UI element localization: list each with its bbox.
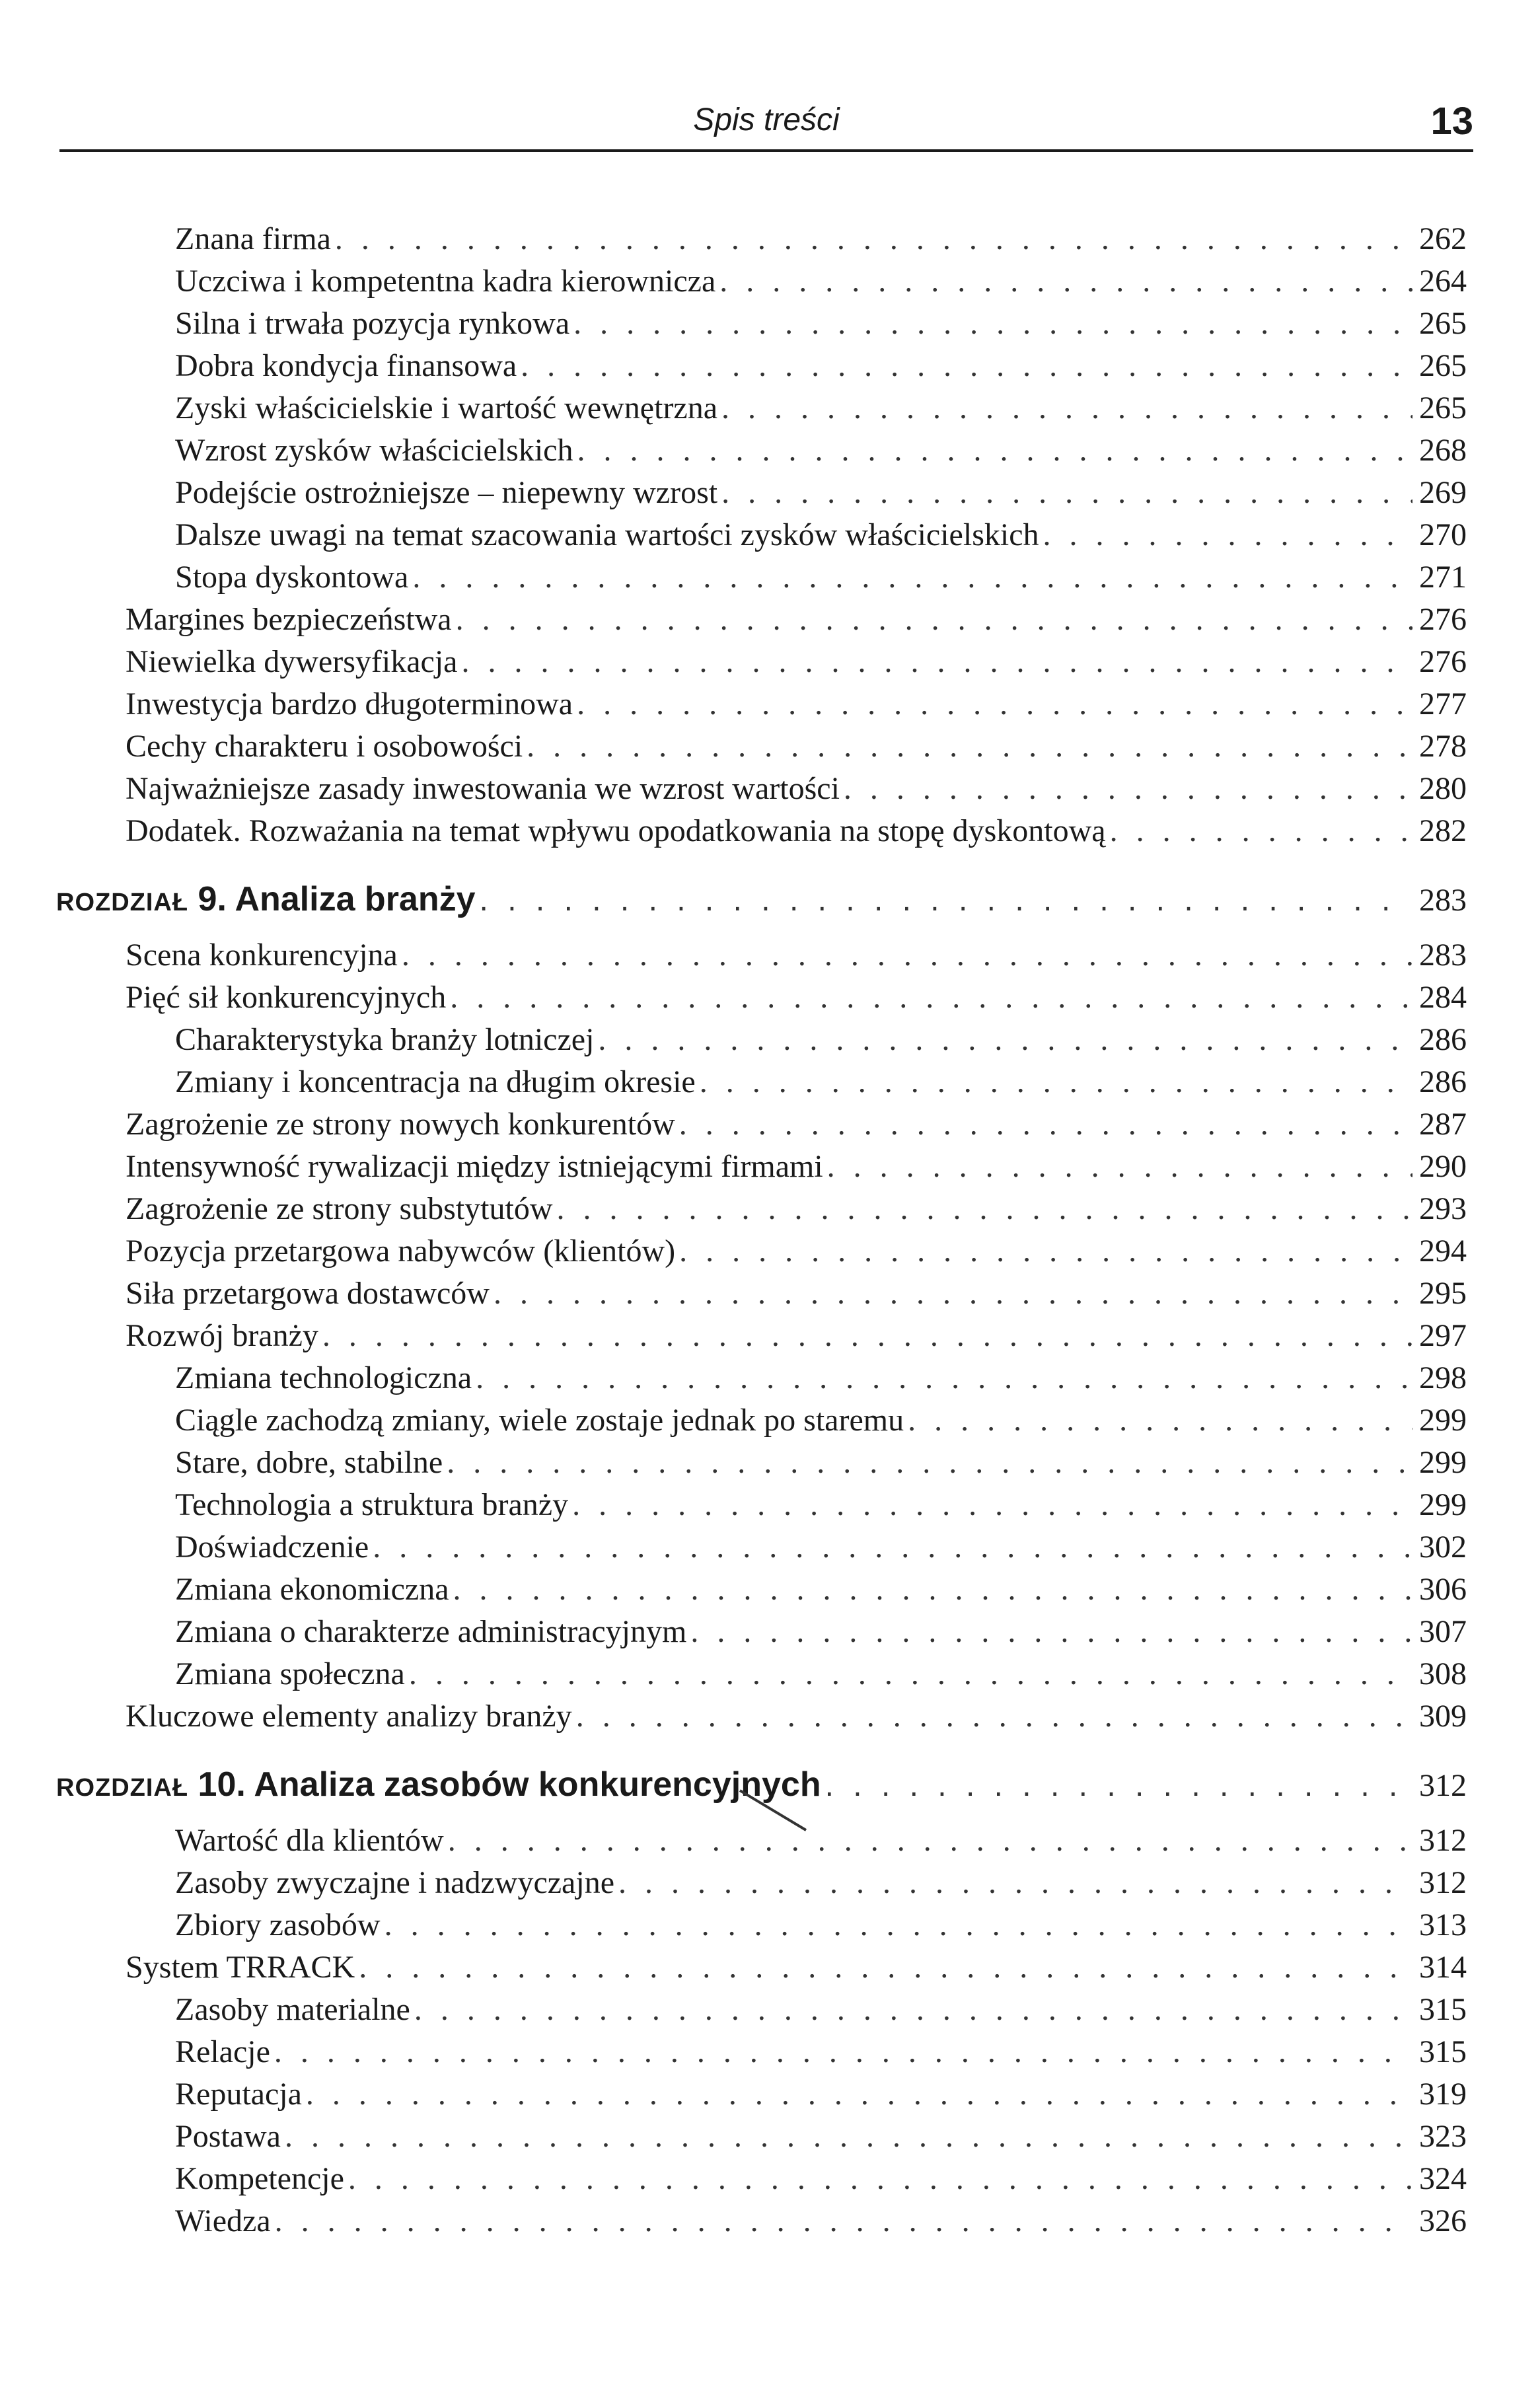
toc-entry-title: Technologia a struktura branży xyxy=(175,1487,569,1522)
toc-entry[interactable] xyxy=(175,429,1467,472)
dot-leader xyxy=(461,641,1412,683)
toc-entry-title: Intensywność rywalizacji między istniejącymi firmami xyxy=(126,1149,823,1184)
chapter-label: ROZDZIAŁ xyxy=(56,889,189,916)
dot-leader xyxy=(576,1695,1412,1738)
toc-entry-page: 307 xyxy=(1419,1614,1467,1649)
toc-entry-title: Kluczowe elementy analizy branży xyxy=(126,1699,572,1734)
toc-entry-page: 264 xyxy=(1419,264,1467,299)
toc-entry[interactable] xyxy=(126,1946,1467,1989)
toc-entry-page: 265 xyxy=(1419,390,1467,425)
toc-entry-title: Zasoby materialne xyxy=(175,1992,410,2027)
toc-entry[interactable] xyxy=(126,934,1467,977)
toc-entry-title: Zagrożenie ze strony nowych konkurentów xyxy=(126,1107,675,1142)
toc-entry-page: 276 xyxy=(1419,602,1467,637)
dot-leader xyxy=(825,1763,1412,1809)
toc-entry-page: 302 xyxy=(1419,1530,1467,1565)
dot-leader xyxy=(456,599,1412,641)
toc-entry-title: Wartość dla klientów xyxy=(175,1823,444,1858)
toc-entry-title: Relacje xyxy=(175,2034,270,2069)
toc-entry-page: 313 xyxy=(1419,1907,1467,1942)
toc-entry[interactable] xyxy=(175,1484,1467,1526)
toc-entry[interactable] xyxy=(126,1103,1467,1146)
dot-leader xyxy=(414,1989,1412,2031)
toc-entry-title: Wiedza xyxy=(175,2203,271,2238)
toc-entry[interactable] xyxy=(175,1442,1467,1484)
toc-entry-title: System TRRACK xyxy=(126,1950,355,1985)
dot-leader xyxy=(448,1820,1412,1862)
toc-entry-page: 309 xyxy=(1419,1699,1467,1734)
toc-entry-page: 286 xyxy=(1419,1064,1467,1099)
toc-entry-title: Stare, dobre, stabilne xyxy=(175,1445,443,1480)
toc-entry-page: 306 xyxy=(1419,1572,1467,1607)
toc-entry-page: 299 xyxy=(1419,1487,1467,1522)
dot-leader xyxy=(721,387,1412,429)
toc-entry[interactable] xyxy=(175,387,1467,429)
dot-leader xyxy=(447,1442,1412,1484)
dot-leader xyxy=(577,683,1412,725)
toc-entry[interactable] xyxy=(175,1820,1467,1862)
toc-entry[interactable] xyxy=(175,345,1467,387)
toc-entry[interactable] xyxy=(175,1862,1467,1904)
toc-entry[interactable] xyxy=(175,2200,1467,2242)
toc-entry[interactable] xyxy=(175,2116,1467,2158)
toc-entry[interactable] xyxy=(126,1273,1467,1315)
toc-entry-title: Niewielka dywersyfikacja xyxy=(126,644,458,679)
toc-entry-page: 298 xyxy=(1419,1360,1467,1395)
toc-entry-page: 312 xyxy=(1419,1823,1467,1858)
toc-entry-title: Pozycja przetargowa nabywców (klientów) xyxy=(126,1234,676,1269)
toc-entry-title: Zmiana technologiczna xyxy=(175,1360,472,1395)
toc-entry-page: 326 xyxy=(1419,2203,1467,2238)
chapter-title: Analiza zasobów konkurencyjnych xyxy=(254,1765,821,1804)
toc-entry-title: Pięć sił konkurencyjnych xyxy=(126,980,447,1015)
toc-entry-page: 286 xyxy=(1419,1022,1467,1057)
toc-entry-page: 294 xyxy=(1419,1234,1467,1269)
toc-entry[interactable] xyxy=(175,1526,1467,1569)
toc-entry[interactable] xyxy=(175,1989,1467,2031)
toc-entry-title: Uczciwa i kompetentna kadra kierownicza xyxy=(175,264,716,299)
dot-leader xyxy=(480,877,1412,924)
toc-entry-page: 293 xyxy=(1419,1191,1467,1226)
toc-entry[interactable] xyxy=(126,1230,1467,1273)
toc-entry-title: Ciągle zachodzą zmiany, wiele zostaje jednak po staremu xyxy=(175,1403,904,1438)
toc-entry[interactable] xyxy=(175,1399,1467,1442)
toc-entry-page: 282 xyxy=(1419,813,1467,848)
dot-leader xyxy=(359,1946,1412,1989)
toc-entry[interactable] xyxy=(126,1188,1467,1230)
toc-entry-title: Reputacja xyxy=(175,2077,302,2112)
toc-entry-title: Inwestycja bardzo długoterminowa xyxy=(126,686,573,721)
toc-entry-title: Wzrost zysków właścicielskich xyxy=(175,433,573,468)
toc-entry-title: Zmiana o charakterze administracyjnym xyxy=(175,1614,687,1649)
toc-entry-title: Dodatek. Rozważania na temat wpływu opodatkowania na stopę dyskontową xyxy=(126,813,1106,848)
dot-leader xyxy=(827,1146,1412,1188)
toc-entry-title: Zmiana społeczna xyxy=(175,1656,405,1691)
pen-mark-icon xyxy=(733,1784,813,1837)
toc-entry-title: Zagrożenie ze strony substytutów xyxy=(126,1191,553,1226)
toc-entry-page: 315 xyxy=(1419,2034,1467,2069)
toc-entry[interactable] xyxy=(175,260,1467,303)
dot-leader xyxy=(679,1103,1412,1146)
toc-entry-title: Scena konkurencyjna xyxy=(126,938,398,973)
toc-entry-title: Silna i trwała pozycja rynkowa xyxy=(175,306,570,341)
page-number: 13 xyxy=(1430,100,1473,143)
dot-leader xyxy=(275,2200,1412,2242)
toc-entry-page: 265 xyxy=(1419,348,1467,383)
toc-entry-page: 290 xyxy=(1419,1149,1467,1184)
toc-entry-title: Znana firma xyxy=(175,221,331,256)
chapter-number: 9. xyxy=(198,880,227,918)
toc-entry[interactable] xyxy=(175,514,1467,556)
toc-entry-page: 276 xyxy=(1419,644,1467,679)
dot-leader xyxy=(450,977,1412,1019)
toc-entry[interactable] xyxy=(175,1611,1467,1653)
toc-entry[interactable] xyxy=(126,1695,1467,1738)
toc-entry-page: 319 xyxy=(1419,2077,1467,2112)
dot-leader xyxy=(908,1399,1412,1442)
toc-entry-title: Stopa dyskontowa xyxy=(175,560,409,595)
toc-entry-title: Dalsze uwagi na temat szacowania wartości zysków właścicielskich xyxy=(175,517,1039,552)
toc-entry[interactable] xyxy=(126,768,1467,810)
toc-entry[interactable] xyxy=(126,683,1467,725)
toc-entry-page: 269 xyxy=(1419,475,1467,510)
dot-leader xyxy=(453,1569,1413,1611)
toc-entry[interactable] xyxy=(175,472,1467,514)
dot-leader xyxy=(335,218,1412,260)
toc-entry-title: Charakterystyka branży lotniczej xyxy=(175,1022,595,1057)
dot-leader xyxy=(679,1230,1412,1273)
toc-entry[interactable] xyxy=(175,218,1467,260)
toc-entry-page: 287 xyxy=(1419,1107,1467,1142)
chapter-label: ROZDZIAŁ xyxy=(56,1774,189,1802)
toc-entry-title: Doświadczenie xyxy=(175,1530,369,1565)
toc-entry-page: 278 xyxy=(1419,729,1467,764)
toc-entry-page: 277 xyxy=(1419,686,1467,721)
chapter-number: 10. xyxy=(198,1765,246,1804)
toc-entry-page: 270 xyxy=(1419,517,1467,552)
chapter-page: 283 xyxy=(1419,883,1467,918)
toc-entry[interactable] xyxy=(175,2158,1467,2200)
table-of-contents xyxy=(0,218,1540,2242)
toc-entry-title: Cechy charakteru i osobowości xyxy=(126,729,523,764)
toc-entry-page: 283 xyxy=(1419,938,1467,973)
dot-leader xyxy=(572,1484,1412,1526)
toc-entry-page: 268 xyxy=(1419,433,1467,468)
dot-leader xyxy=(690,1611,1412,1653)
toc-entry[interactable] xyxy=(175,1569,1467,1611)
dot-leader xyxy=(409,1653,1412,1695)
dot-leader xyxy=(402,934,1412,977)
dot-leader xyxy=(521,345,1412,387)
toc-entry[interactable] xyxy=(126,725,1467,768)
dot-leader xyxy=(285,2116,1412,2158)
toc-entry-page: 265 xyxy=(1419,306,1467,341)
toc-entry[interactable] xyxy=(126,977,1467,1019)
toc-entry-page: 262 xyxy=(1419,221,1467,256)
dot-leader xyxy=(598,1019,1412,1061)
toc-entry-page: 315 xyxy=(1419,1992,1467,2027)
toc-entry[interactable] xyxy=(126,641,1467,683)
toc-entry-title: Zbiory zasobów xyxy=(175,1907,381,1942)
toc-entry-page: 299 xyxy=(1419,1403,1467,1438)
chapter-title-group xyxy=(56,876,480,926)
dot-leader xyxy=(719,260,1412,303)
toc-entry[interactable] xyxy=(175,1904,1467,1946)
toc-entry[interactable] xyxy=(126,599,1467,641)
dot-leader xyxy=(322,1315,1412,1357)
chapter-title-group xyxy=(56,1761,825,1811)
dot-leader xyxy=(573,303,1412,345)
dot-leader xyxy=(577,429,1412,472)
toc-entry[interactable] xyxy=(175,2031,1467,2073)
toc-entry-page: 284 xyxy=(1419,980,1467,1015)
toc-entry[interactable] xyxy=(175,2073,1467,2116)
toc-entry[interactable] xyxy=(175,1653,1467,1695)
dot-leader xyxy=(1043,514,1412,556)
running-title: Spis treści xyxy=(693,102,840,137)
toc-entry-page: 280 xyxy=(1419,771,1467,806)
toc-entry[interactable] xyxy=(175,303,1467,345)
toc-entry-page: 295 xyxy=(1419,1276,1467,1311)
toc-entry-title: Zyski właścicielskie i wartość wewnętrzna xyxy=(175,390,718,425)
dot-leader xyxy=(557,1188,1413,1230)
toc-entry-page: 314 xyxy=(1419,1950,1467,1985)
toc-entry[interactable] xyxy=(126,1146,1467,1188)
toc-entry-title: Podejście ostrożniejsze – niepewny wzrost xyxy=(175,475,718,510)
toc-entry[interactable] xyxy=(175,556,1467,599)
dot-leader xyxy=(385,1904,1412,1946)
chapter-title: Analiza branży xyxy=(235,880,476,918)
toc-entry[interactable] xyxy=(175,1019,1467,1061)
dot-leader xyxy=(494,1273,1412,1315)
toc-entry-page: 271 xyxy=(1419,560,1467,595)
toc-entry-page: 297 xyxy=(1419,1318,1467,1353)
toc-entry-page: 312 xyxy=(1419,1865,1467,1900)
toc-entry-title: Zasoby zwyczajne i nadzwyczajne xyxy=(175,1865,614,1900)
toc-entry-title: Zmiany i koncentracja na długim okresie xyxy=(175,1064,696,1099)
toc-entry-page: 308 xyxy=(1419,1656,1467,1691)
dot-leader xyxy=(412,556,1412,599)
toc-entry[interactable] xyxy=(126,1315,1467,1357)
dot-leader xyxy=(306,2073,1412,2116)
toc-entry-title: Dobra kondycja finansowa xyxy=(175,348,517,383)
toc-entry[interactable] xyxy=(175,1357,1467,1399)
page-header xyxy=(59,99,1473,152)
dot-leader xyxy=(476,1357,1412,1399)
dot-leader xyxy=(373,1526,1412,1569)
toc-entry-title: Postawa xyxy=(175,2119,281,2154)
toc-entry[interactable] xyxy=(126,810,1467,852)
dot-leader xyxy=(527,725,1412,768)
dot-leader xyxy=(721,472,1412,514)
toc-entry-page: 299 xyxy=(1419,1445,1467,1480)
dot-leader xyxy=(844,768,1412,810)
dot-leader xyxy=(348,2158,1412,2200)
toc-entry-title: Rozwój branży xyxy=(126,1318,318,1353)
toc-entry-page: 323 xyxy=(1419,2119,1467,2154)
toc-entry-title: Kompetencje xyxy=(175,2161,344,2196)
chapter-page: 312 xyxy=(1419,1768,1467,1803)
toc-entry-title: Margines bezpieczeństwa xyxy=(126,602,452,637)
toc-entry[interactable] xyxy=(175,1061,1467,1103)
dot-leader xyxy=(700,1061,1412,1103)
dot-leader xyxy=(1110,810,1412,852)
toc-entry-title: Zmiana ekonomiczna xyxy=(175,1572,449,1607)
dot-leader xyxy=(274,2031,1412,2073)
toc-entry-title: Najważniejsze zasady inwestowania we wzrost wartości xyxy=(126,771,840,806)
dot-leader xyxy=(618,1862,1412,1904)
toc-entry-title: Siła przetargowa dostawców xyxy=(126,1276,490,1311)
toc-entry-page: 324 xyxy=(1419,2161,1467,2196)
chapter-heading[interactable] xyxy=(56,876,1467,922)
